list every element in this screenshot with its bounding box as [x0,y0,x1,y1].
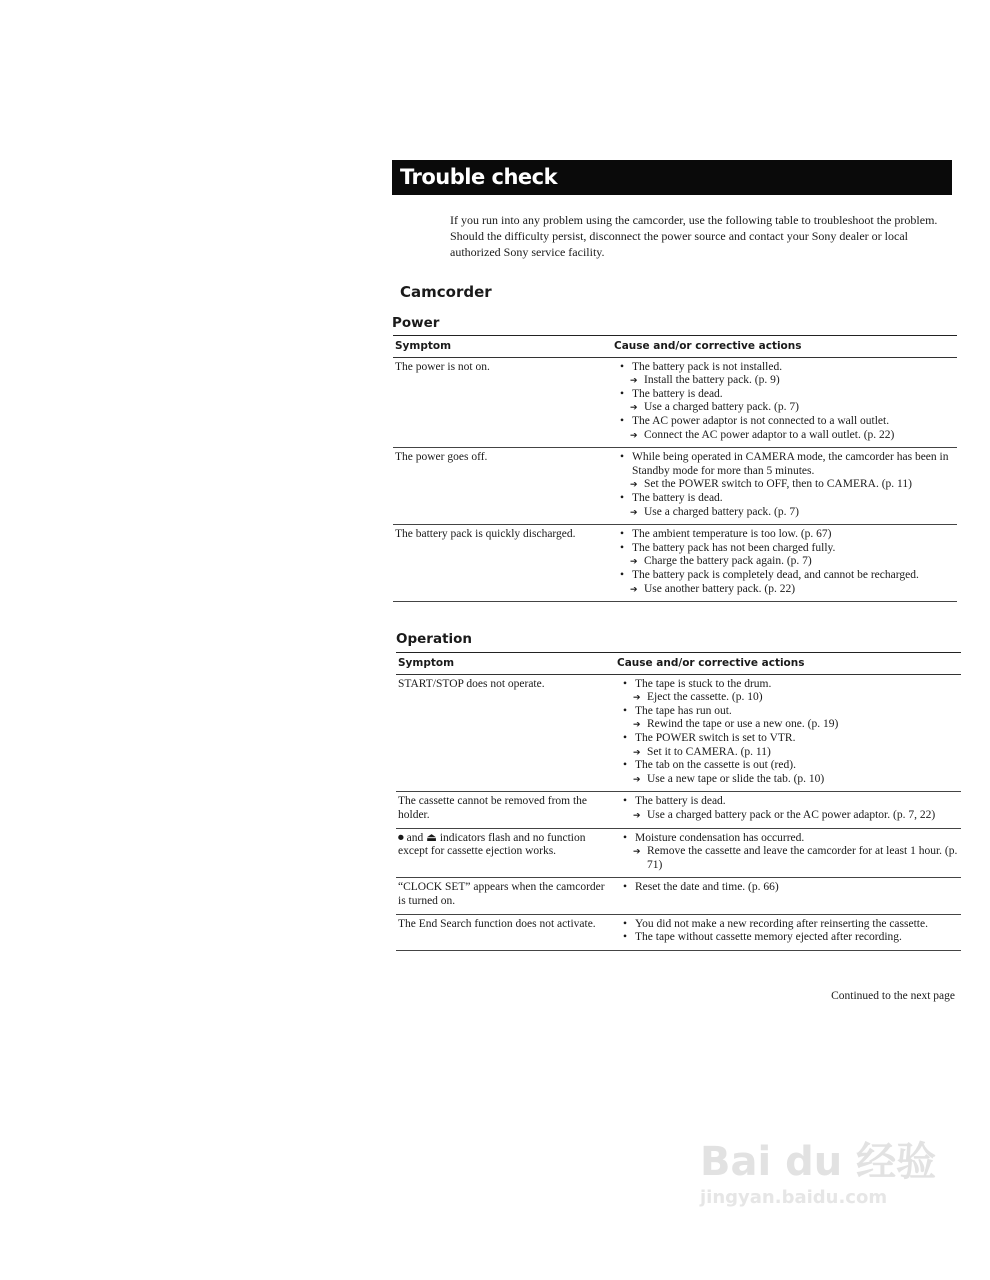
table-row [393,525,957,602]
action-item [617,845,959,872]
cause-cell [612,525,957,602]
cause-item: • The tab on the cassette is out (red). [617,759,959,773]
symptom-cell: The End Search function does not activate. [396,914,615,950]
page-title: Trouble check [400,165,558,189]
action-item [617,773,959,787]
cause-item: • Reset the date and time. (p. 66) [617,881,959,895]
action-item [614,583,955,597]
watermark-url: jingyan.baidu.com [700,1187,888,1208]
section-heading: Camcorder [400,283,492,301]
action-text: ➔ Charge the battery pack again. (p. 7) [644,555,812,568]
action-text: ➔ Use another battery pack. (p. 22) [644,582,796,595]
action-text: ➔ Set it to CAMERA. (p. 11) [647,745,771,758]
table-row [396,914,961,950]
table-header [393,336,957,358]
symptom-cell: The power goes off. [393,448,612,525]
action-text: ➔ Rewind the tape or use a new one. (p. 19) [647,718,839,731]
cause-cell [615,674,961,792]
cause-cell [615,828,961,878]
cause-item: • The battery is dead. [617,795,959,809]
action-text: ➔ Remove the cassette and leave the camcorder for at least 1 hour. (p. 71) [647,845,958,871]
watermark [700,1130,936,1208]
cause-item: • The battery pack is not installed. [614,361,955,375]
cause-item: • The battery pack is completely dead, and cannot be recharged. [614,569,955,583]
cause-item: • The battery pack has not been charged fully. [614,542,955,556]
action-item [617,718,959,732]
action-text: ➔ Use a charged battery pack. (p. 7) [644,505,799,518]
watermark-brand: Bai du 经验 [700,1139,937,1185]
cause-item: • The AC power adaptor is not connected to a wall outlet. [614,415,955,429]
action-item [617,691,959,705]
symptom-header: Symptom [396,653,615,675]
power-heading: Power [392,315,440,331]
operation-table [396,652,961,951]
table-row [396,674,961,792]
table-row [393,357,957,448]
symptom-cell: The battery pack is quickly discharged. [393,525,612,602]
operation-heading: Operation [396,631,473,647]
action-text: ➔ Use a charged battery pack or the AC power adaptor. (p. 7, 22) [647,808,936,821]
action-text: ➔ Connect the AC power adaptor to a wall outlet. (p. 22) [644,428,895,441]
action-item [614,401,955,415]
symptom-cell: The power is not on. [393,357,612,448]
cause-item: • The ambient temperature is too low. (p. 67) [614,528,955,542]
title-bar [392,160,952,195]
cause-item: • The tape is stuck to the drum. [617,678,959,692]
action-item [617,809,959,823]
action-text: ➔ Use a new tape or slide the tab. (p. 10) [647,772,825,785]
cause-item: • The battery is dead. [614,492,955,506]
action-text: ➔ Eject the cassette. (p. 10) [647,691,763,704]
action-text: ➔ Install the battery pack. (p. 9) [644,374,780,387]
cause-item: • The tape has run out. [617,705,959,719]
table-header [396,653,961,675]
cause-cell [615,914,961,950]
cause-cell [612,357,957,448]
action-text: ➔ Use a charged battery pack. (p. 7) [644,401,799,414]
cause-item: • The tape without cassette memory ejected after recording. [617,931,959,945]
table-row [396,878,961,914]
symptom-cell: ⏺ and ⏏ indicators flash and no function except for cassette ejection works. [396,828,615,878]
action-item [614,429,955,443]
action-item [617,746,959,760]
power-table [393,335,957,602]
cause-cell [615,878,961,914]
action-text: ➔ Set the POWER switch to OFF, then to CAMERA. (p. 11) [644,478,912,491]
cause-item: • You did not make a new recording after reinserting the cassette. [617,918,959,932]
cause-cell [615,792,961,828]
cause-item: • Moisture condensation has occurred. [617,832,959,846]
cause-item: • The battery is dead. [614,388,955,402]
table-row [396,828,961,878]
action-item [614,374,955,388]
continued-note: Continued to the next page [831,990,955,1002]
action-item [614,555,955,569]
cause-header: Cause and/or corrective actions [615,653,961,675]
cause-cell [612,448,957,525]
intro-paragraph: If you run into any problem using the camcorder, use the following table to troubleshoot the problem. Should the difficulty persist, disconnect the power source and contact your Sony dealer or local authorized Sony service facility. [450,213,938,259]
table-row [396,792,961,828]
cause-item: • While being operated in CAMERA mode, the camcorder has been in Standby mode for more than 5 minutes. [614,451,955,478]
symptom-header: Symptom [393,336,612,358]
symptom-cell: The cassette cannot be removed from the holder. [396,792,615,828]
action-item [614,506,955,520]
symptom-cell: “CLOCK SET” appears when the camcorder is turned on. [396,878,615,914]
cause-item: • The POWER switch is set to VTR. [617,732,959,746]
cause-header: Cause and/or corrective actions [612,336,957,358]
table-row [393,448,957,525]
action-item [614,478,955,492]
symptom-cell: START/STOP does not operate. [396,674,615,792]
